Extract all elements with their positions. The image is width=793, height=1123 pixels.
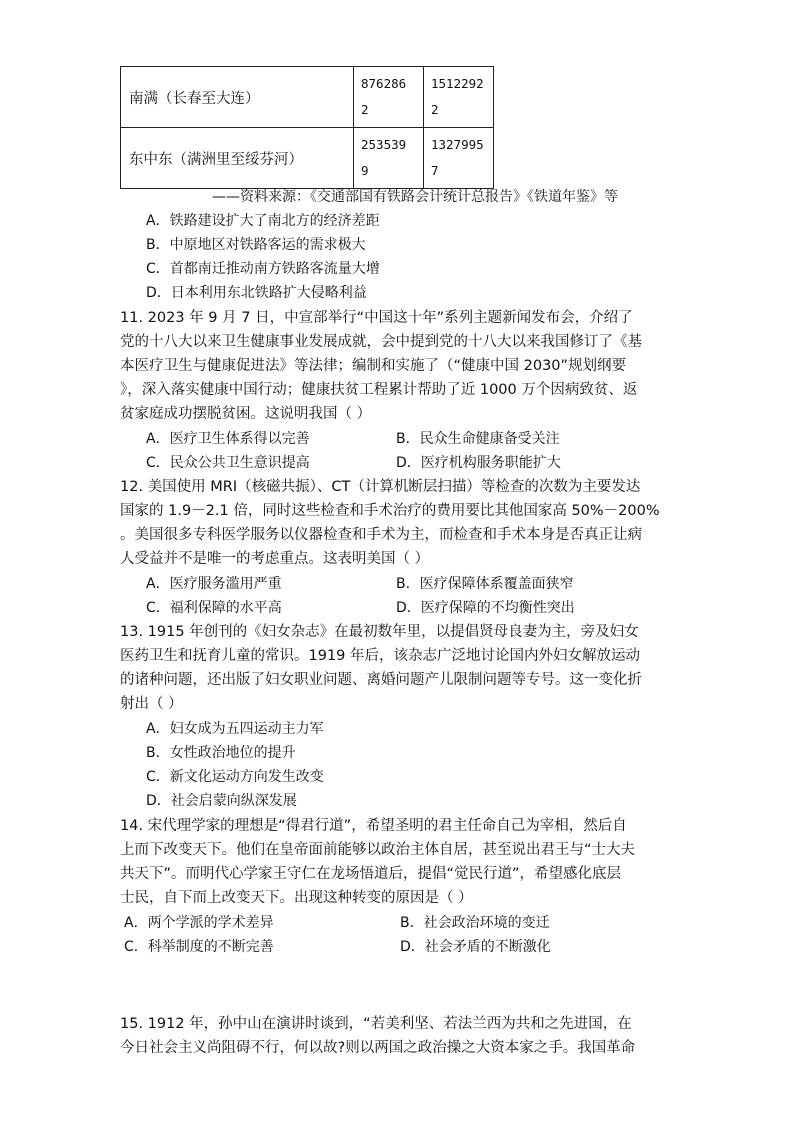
table-cell-value bbox=[354, 128, 424, 189]
table-cell-value bbox=[354, 67, 424, 128]
q12-stem-line: 。美国很多专科医学服务以仪器检查和手术为主，而检查和手术本身是否真正让病 bbox=[120, 527, 642, 543]
q12-stem-line: 国家的 1.9－2.1 倍，同时这些检查和手术治疗的费用要比其他国家高 50%－200% bbox=[120, 503, 660, 519]
q11-option-c: C．民众公共卫生意识提高 bbox=[146, 455, 310, 471]
q11-option-b: B．民众生命健康备受关注 bbox=[396, 431, 560, 447]
q11-stem-line: 11. 2023 年 9 月 7 日，中宣部举行“中国这十年”系列主题新闻发布会，介绍了 bbox=[120, 310, 633, 326]
q11-option-a: A．医疗卫生体系得以完善 bbox=[146, 431, 310, 447]
value-part: 9 bbox=[361, 163, 369, 178]
q12-stem-line: 人受益并不是唯一的考虑重点。这表明美国（ ） bbox=[120, 551, 430, 567]
q13-option-d: D．社会启蒙向纵深发展 bbox=[146, 793, 297, 809]
q12-option-a: A．医疗服务滥用严重 bbox=[146, 576, 282, 592]
q11-stem-line: 党的十八大以来卫生健康事业发展成就，会中提到党的十八大以来我国修订了《基 bbox=[120, 334, 642, 350]
q12-option-b: B．医疗保障体系覆盖面狭窄 bbox=[396, 576, 574, 592]
q14-stem-line: 士民，自下而上改变天下。出现这种转变的原因是（ ） bbox=[120, 890, 473, 906]
q13-option-b: B．女性政治地位的提升 bbox=[146, 745, 296, 761]
q13-stem-line: 医药卫生和抚育儿童的常识。1919 年后，该杂志广泛地讨论国内外妇女解放运动 bbox=[120, 648, 641, 664]
q13-stem-line: 13. 1915 年创刊的《妇女杂志》在最初数年里，以提倡贤母良妻为主，旁及妇女 bbox=[120, 624, 639, 640]
q10-option-a: A．铁路建设扩大了南北方的经济差距 bbox=[146, 213, 380, 229]
q15-stem-line: 今日社会主义尚阻碍不行，何以故?则以两国之政治操之大资本家之手。我国革命 bbox=[120, 1040, 636, 1056]
value-part: 253539 bbox=[361, 137, 407, 152]
table-cell-value bbox=[424, 67, 494, 128]
q13-stem-line: 的诸种问题，还出版了妇女职业问题、离婚问题产儿限制问题等专号。这一变化折 bbox=[120, 672, 642, 688]
q14-stem-line: 上而下改变天下。他们在皇帝面前能够以政治主体自居，甚至说出君王与“士大夫 bbox=[120, 842, 636, 858]
table-row bbox=[121, 67, 494, 128]
table-cell-line-name: 东中东（满洲里至绥芬河） bbox=[121, 128, 354, 189]
q14-option-c: C．科举制度的不断完善 bbox=[124, 939, 274, 955]
q11-stem-line: 贫家庭成功摆脱贫困。这说明我国（ ） bbox=[120, 406, 372, 422]
value-part: 1512292 bbox=[431, 76, 484, 91]
q12-option-d: D．医疗保障的不均衡性突出 bbox=[396, 600, 575, 616]
table-cell-value bbox=[424, 128, 494, 189]
q12-stem-line: 12. 美国使用 MRI（核磁共振）、CT（计算机断层扫描）等检查的次数为主要发达 bbox=[120, 479, 641, 495]
table-cell-line-name: 南满（长春至大连） bbox=[121, 67, 354, 128]
table-source: ——资料来源：《交通部国有铁路会计统计总报告》《铁道年鉴》等 bbox=[212, 189, 618, 205]
value-part: 7 bbox=[431, 163, 439, 178]
q11-stem-line: 本医疗卫生与健康促进法》等法律；编制和实施了（“健康中国 2030”规划纲要 bbox=[120, 358, 627, 374]
q10-option-d: D．日本利用东北铁路扩大侵略利益 bbox=[146, 285, 367, 301]
value-part: 2 bbox=[431, 102, 439, 117]
q14-stem-line: 14. 宋代理学家的理想是“得君行道”，希望圣明的君主任命自己为宰相，然后自 bbox=[120, 818, 627, 834]
q14-stem-line: 共天下”。而明代心学家王守仁在龙场悟道后，提倡“觉民行道”，希望感化底层 bbox=[120, 866, 622, 882]
value-part: 1327995 bbox=[431, 137, 484, 152]
value-part: 876286 bbox=[361, 76, 407, 91]
q14-option-b: B．社会政治环境的变迁 bbox=[400, 915, 550, 931]
q14-option-d: D．社会矛盾的不断激化 bbox=[400, 939, 551, 955]
q15-stem-line: 15. 1912 年，孙中山在演讲时谈到，“若美利坚、若法兰西为共和之先进国，在 bbox=[120, 1016, 632, 1032]
q13-option-a: A．妇女成为五四运动主力军 bbox=[146, 721, 324, 737]
q10-option-c: C．首都南迁推动南方铁路客流量大增 bbox=[146, 261, 380, 277]
q11-option-d: D．医疗机构服务职能扩大 bbox=[396, 455, 561, 471]
table-row bbox=[121, 128, 494, 189]
q13-option-c: C．新文化运动方向发生改变 bbox=[146, 769, 324, 785]
q13-stem-line: 射出（ ） bbox=[120, 696, 183, 712]
value-part: 2 bbox=[361, 102, 369, 117]
q10-option-b: B．中原地区对铁路客运的需求极大 bbox=[146, 237, 366, 253]
railway-table bbox=[120, 66, 494, 189]
q12-option-c: C．福利保障的水平高 bbox=[146, 600, 282, 616]
q14-option-a: A．两个学派的学术差异 bbox=[124, 915, 274, 931]
q11-stem-line: 》，深入落实健康中国行动；健康扶贫工程累计帮助了近 1000 万个因病致贫、返 bbox=[120, 382, 638, 398]
